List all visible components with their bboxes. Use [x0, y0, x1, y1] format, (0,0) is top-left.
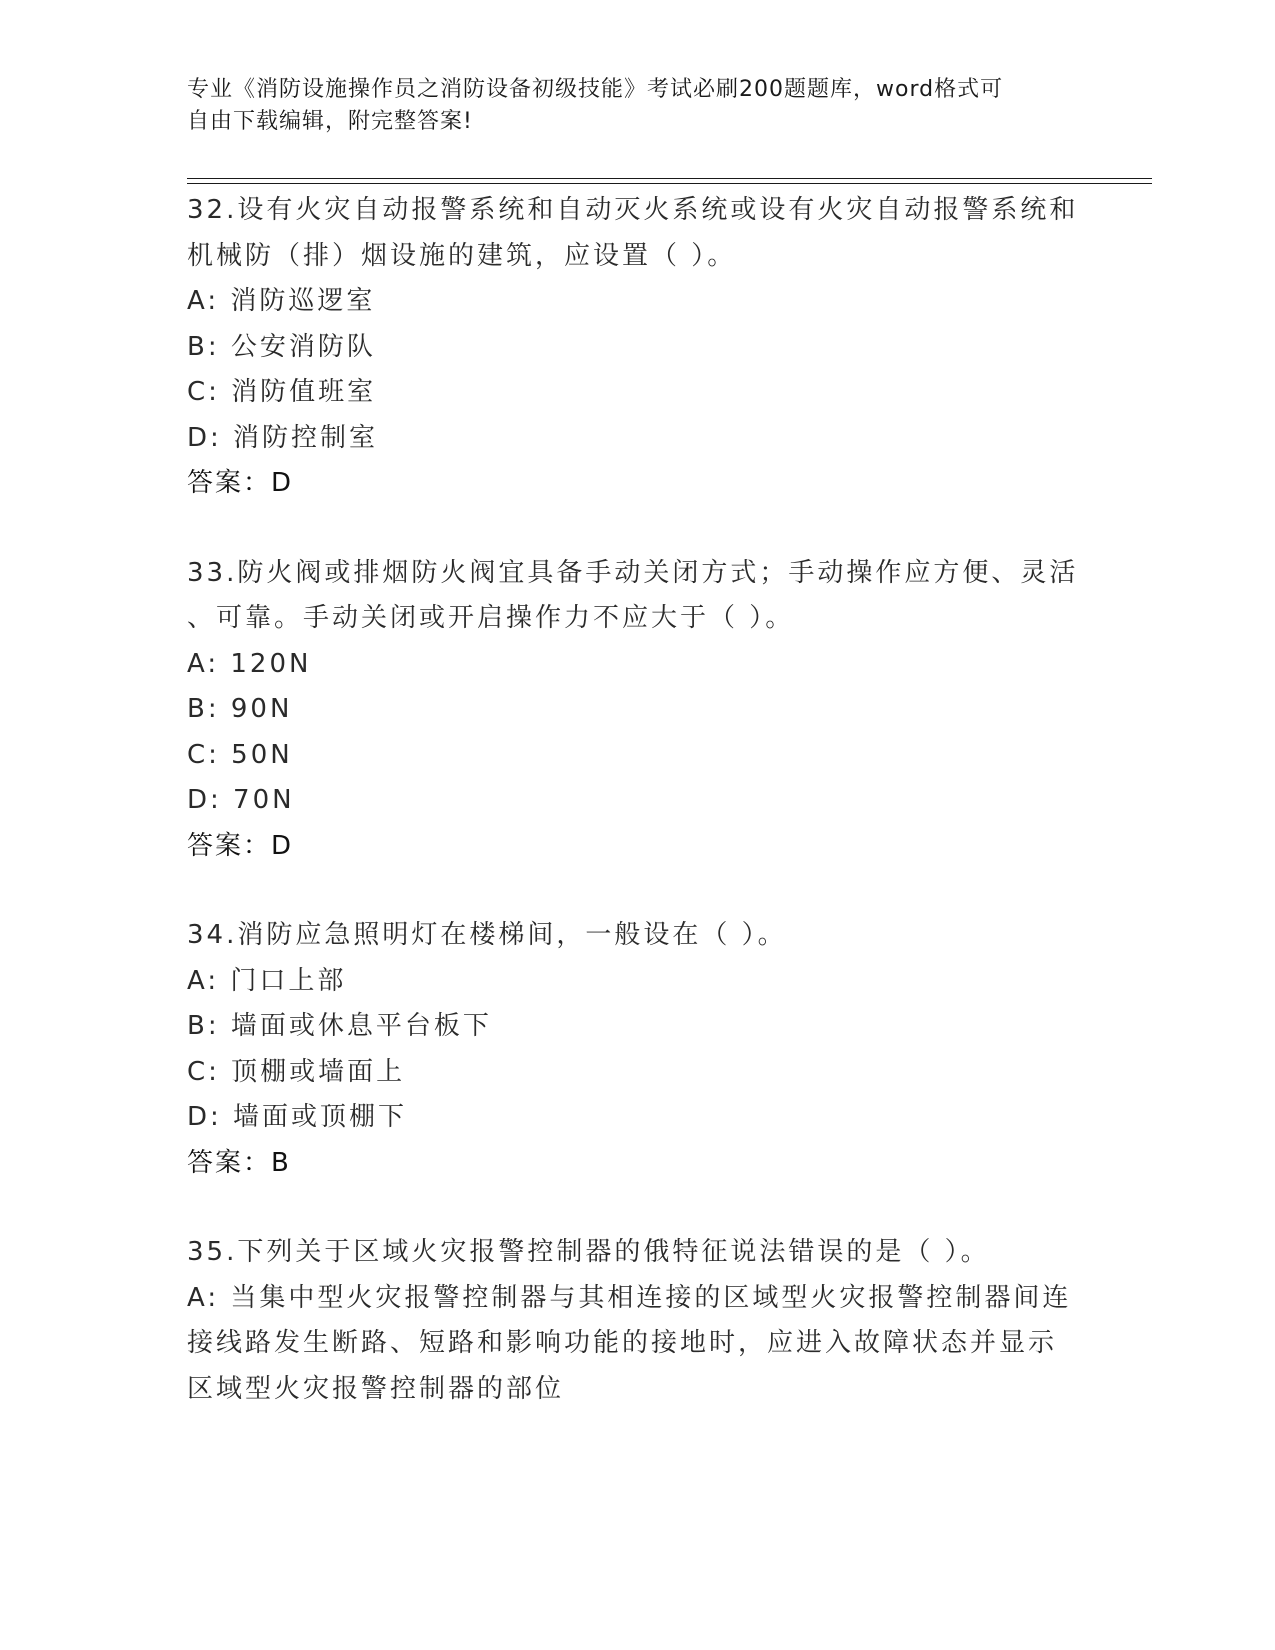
- option-c: C: 消防值班室: [187, 377, 377, 407]
- header-divider-top: [187, 178, 1152, 179]
- question-stem-line: 机械防（排）烟设施的建筑，应设置（ ）。: [187, 240, 737, 271]
- spacer: [187, 869, 1087, 913]
- answer-line: 答案：B: [187, 1147, 291, 1178]
- question-stem-line: 、可靠。手动关闭或开启操作力不应大于（ ）。: [187, 603, 795, 633]
- header-line-1: 专业《消防设施操作员之消防设备初级技能》考试必刷200题题库，word格式可: [187, 77, 1004, 102]
- option-c: C: 顶棚或墙面上: [187, 1056, 406, 1087]
- option-a-continued: 区域型火灾报警控制器的部位: [187, 1373, 565, 1404]
- answer-line: 答案：D: [187, 830, 294, 861]
- option-d: D: 消防控制室: [187, 422, 379, 453]
- option-a: A: 当集中型火灾报警控制器与其相连接的区域型火灾报警控制器间连: [187, 1282, 1072, 1313]
- option-d: D: 墙面或顶棚下: [187, 1102, 408, 1132]
- question-stem-line: 35.下列关于区域火灾报警控制器的俄特征说法错误的是（ ）。: [187, 1237, 990, 1267]
- question-list: [187, 188, 1087, 1412]
- option-b: B: 墙面或休息平台板下: [187, 1011, 492, 1041]
- header-line-2: 自由下载编辑，附完整答案!: [187, 109, 473, 134]
- document-header: [187, 74, 1067, 138]
- question-stem-line: 33.防火阀或排烟防火阀宜具备手动关闭方式；手动操作应方便、灵活: [187, 557, 1079, 588]
- question-32: [187, 188, 1087, 507]
- option-a: A: 120N: [187, 648, 312, 679]
- option-c: C: 50N: [187, 739, 293, 770]
- question-33: [187, 551, 1087, 870]
- question-34: [187, 913, 1087, 1186]
- header-divider-bottom: [187, 183, 1152, 184]
- answer-line: 答案：D: [187, 468, 294, 498]
- option-b: B: 公安消防队: [187, 331, 376, 362]
- option-a: A: 门口上部: [187, 965, 347, 996]
- spacer: [187, 507, 1087, 551]
- option-a-continued: 接线路发生断路、短路和影响功能的接地时，应进入故障状态并显示: [187, 1328, 1058, 1358]
- question-stem-line: 34.消防应急照明灯在楼梯间，一般设在（ ）。: [187, 920, 787, 950]
- question-stem-line: 32.设有火灾自动报警系统和自动灭火系统或设有火灾自动报警系统和: [187, 195, 1079, 225]
- spacer: [187, 1186, 1087, 1230]
- option-b: B: 90N: [187, 694, 293, 724]
- option-d: D: 70N: [187, 785, 295, 815]
- question-35: [187, 1230, 1087, 1412]
- option-a: A: 消防巡逻室: [187, 286, 376, 316]
